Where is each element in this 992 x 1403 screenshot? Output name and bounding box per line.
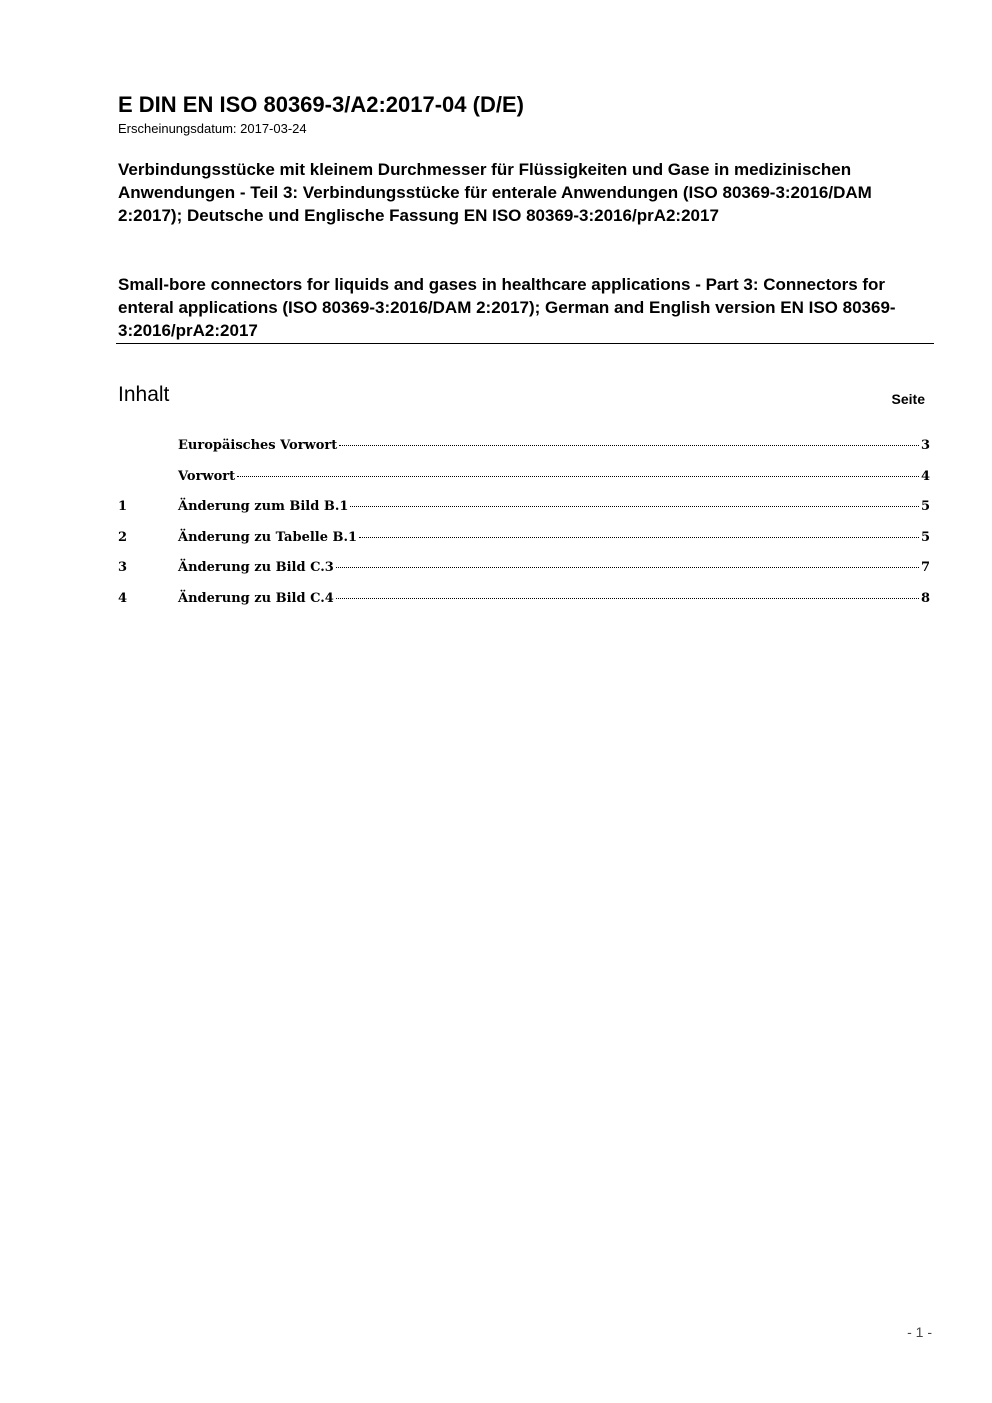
toc-entry-title: Änderung zu Bild C.4 — [178, 590, 334, 606]
toc-entry-vorwort[interactable] — [118, 469, 930, 500]
toc-entry-aenderung-bild-c4[interactable] — [118, 591, 930, 622]
table-of-contents — [118, 438, 930, 621]
toc-dot-leader — [350, 506, 919, 507]
toc-dot-leader — [237, 476, 919, 477]
toc-dot-leader — [359, 537, 919, 538]
toc-entry-page: 3 — [920, 438, 930, 453]
toc-page-label: Seite — [891, 391, 925, 407]
toc-entry-number: 3 — [118, 560, 128, 575]
toc-entry-page: 5 — [920, 529, 930, 545]
toc-dot-leader — [339, 445, 919, 446]
title-english: Small-bore connectors for liquids and gases in healthcare applications - Part 3: Connectors for enteral applications (ISO 80369-3:2016/DAM 2:2017); German and English version EN ISO 80369-3:2016/prA2:2017 — [118, 275, 896, 340]
toc-entry-page: 7 — [920, 560, 930, 575]
toc-entry-number: 1 — [118, 499, 128, 514]
toc-entry-aenderung-tabelle-b1[interactable] — [118, 530, 930, 561]
toc-heading: Inhalt — [118, 383, 170, 406]
toc-entry-number: 2 — [118, 529, 128, 545]
toc-entry-title: Europäisches Vorwort — [178, 438, 338, 453]
title-divider — [116, 343, 934, 344]
toc-entry-title: Änderung zu Tabelle B.1 — [178, 529, 358, 545]
toc-entry-aenderung-bild-c3[interactable] — [118, 560, 930, 591]
page-number: - 1 - — [907, 1324, 932, 1340]
toc-entry-number: 4 — [118, 590, 128, 606]
toc-entry-title: Vorwort — [178, 468, 236, 484]
toc-entry-title: Änderung zu Bild C.3 — [178, 560, 334, 575]
toc-dot-leader — [336, 567, 919, 568]
toc-entry-title: Änderung zum Bild B.1 — [178, 499, 349, 514]
toc-entry-page: 5 — [920, 499, 930, 514]
toc-entry-page: 4 — [920, 468, 930, 484]
toc-entry-page: 8 — [920, 590, 930, 606]
publication-date: Erscheinungsdatum: 2017-03-24 — [118, 121, 307, 136]
title-german: Verbindungsstücke mit kleinem Durchmesser für Flüssigkeiten und Gase in medizinischen Anwendungen - Teil 3: Verbindungsstücke für enterale Anwendungen (ISO 80369-3:2016/DAM 2:2017); Deutsche und Englische Fassung EN ISO 80369-3:2016/prA2:2017 — [118, 160, 872, 225]
toc-dot-leader — [336, 598, 919, 599]
toc-entry-aenderung-bild-b1[interactable] — [118, 499, 930, 530]
toc-entry-europaeisches-vorwort[interactable] — [118, 438, 930, 469]
document-id: E DIN EN ISO 80369-3/A2:2017-04 (D/E) — [118, 92, 524, 117]
